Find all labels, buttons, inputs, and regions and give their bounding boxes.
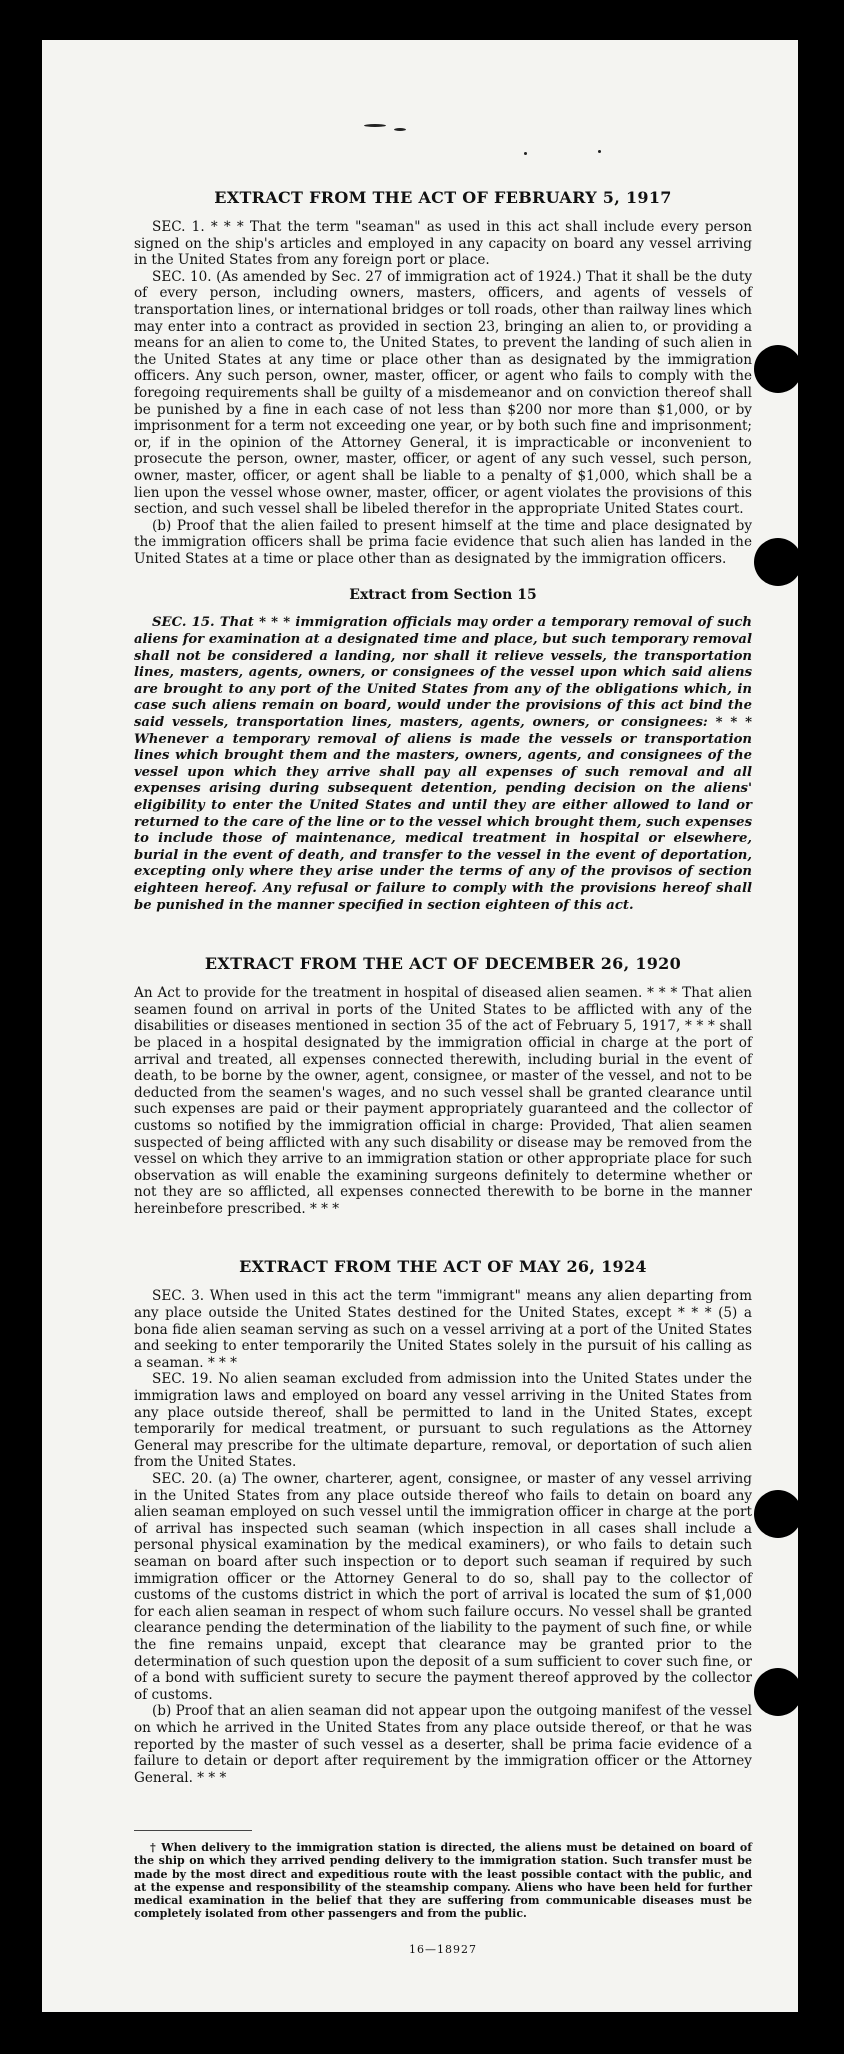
ink-speck xyxy=(598,150,601,153)
footnote: † When delivery to the immigration station is directed, the aliens must be detained on board of the ship on which they arrived pending delivery to the immigration station. Such transfer must be made by the most direct and expeditious route with the least possible contact with the public, and at the expense and responsibility of the steamship company. Aliens who have been held for further medical examination in the belief that they are suffering from communicable diseases must be completely isolated from other passengers and from the public. xyxy=(134,1841,752,1921)
paragraph: SEC. 19. No alien seaman excluded from admission into the United States under the immigration laws and employed on board any vessel arriving in the United States from any place outside thereof, shall be permitted to land in the United States, except temporarily for medical treatment, or pursuant to such regulations as the Attorney General may prescribe for the ultimate departure, removal, or deportation of such alien from the United States. xyxy=(134,1371,752,1471)
ink-speck xyxy=(364,124,386,127)
ink-speck xyxy=(394,128,406,131)
form-code: 16—18927 xyxy=(409,1942,477,1956)
heading-act-1917: EXTRACT FROM THE ACT OF FEBRUARY 5, 1917 xyxy=(214,188,672,207)
punch-hole xyxy=(754,345,798,393)
punch-hole xyxy=(754,538,798,586)
paragraph: SEC. 1. * * * That the term "seaman" as used in this act shall include every person signed on the ship's articles and employed in any capacity on board any vessel arriving in the United States from any foreign port or place. xyxy=(134,219,752,269)
heading-section-15: Extract from Section 15 xyxy=(349,587,537,604)
heading-act-1924: EXTRACT FROM THE ACT OF MAY 26, 1924 xyxy=(239,1257,647,1277)
paragraph: (b) Proof that the alien failed to present himself at the time and place designated by the immigration officers shall be prima facie evidence that such alien has landed in the United States at a time or place other than as designated by the immigration officers. xyxy=(134,517,752,567)
paragraph-italic: SEC. 15. That * * * immigration officials may order a temporary removal of such aliens for examination at a designated time and place, but such temporary removal shall not be considered a landing, nor shall it relieve vessels, the transportation lines, masters, agents, owners, or consignees of the vessel upon which said aliens are brought to any port of the United States from any of the obligations which, in case such aliens remain on board, would under the provisions of this act bind the said vessels, transportation lines, masters, agents, owners, or consignees: * * * Whenever a temporary removal of aliens is made the vessels or transportation lines which brought them and the masters, owners, agents, and consignees of the vessel upon which they arrive shall pay all expenses of such removal and all expenses arising during subsequent detention, pending decision on the aliens' eligibility to enter the United States and until they are either allowed to land or returned to the care of the line or to the vessel which brought them, such expenses to include those of maintenance, medical treatment in hospital or elsewhere, burial in the event of death, and transfer to the vessel in the event of deportation, excepting only where they arise under the terms of any of the provisos of section eighteen hereof. Any refusal or failure to comply with the provisions hereof shall be punished in the manner specified in section eighteen of this act. xyxy=(134,615,752,913)
punch-hole xyxy=(754,1668,798,1716)
paragraph: An Act to provide for the treatment in hospital of diseased alien seamen. * * * That alien seamen found on arrival in ports of the United States to be afflicted with any of the disabilities or diseases mentioned in section 35 of the act of February 5, 1917, * * * shall be placed in a hospital designated by the immigration official in charge at the port of arrival and treated, all expenses connected therewith, including burial in the event of death, to be borne by the owner, agent, consignee, or master of the vessel, and not to be deducted from the seamen's wages, and no such vessel shall be granted clearance until such expenses are paid or their payment appropriately guaranteed and the collector of customs so notified by the immigration official in charge: Provided, That alien seamen suspected of being afflicted with any such disability or disease may be removed from the vessel on which they arrive to an immigration station or other appropriate place for such observation as will enable the examining surgeons definitely to determine whether or not they are so afflicted, all expenses connected therewith to be borne in the manner hereinbefore prescribed. * * * xyxy=(134,985,752,1217)
paragraph: SEC. 3. When used in this act the term "immigrant" means any alien departing from any place outside the United States destined for the United States, except * * * (5) a bona fide alien seaman serving as such on a vessel arriving at a port of the United States and seeking to enter temporarily the United States solely in the pursuit of his calling as a seaman. * * * xyxy=(134,1288,752,1371)
footnote-divider xyxy=(134,1830,252,1831)
punch-hole xyxy=(754,1490,798,1538)
paragraph: (b) Proof that an alien seaman did not appear upon the outgoing manifest of the vessel on which he arrived in the United States from any place outside thereof, or that he was reported by the master of such vessel as a deserter, shall be prima facie evidence of a failure to detain or deport after requirement by the immigration officer or the Attorney General. * * * xyxy=(134,1703,752,1786)
document-page xyxy=(42,40,798,2012)
paragraph: SEC. 10. (As amended by Sec. 27 of immigration act of 1924.) That it shall be the duty of every person, including owners, masters, officers, and agents of vessels of transportation lines, or international bridges or toll roads, other than railway lines which may enter into a contract as provided in section 23, bringing an alien to, or providing a means for an alien to come to, the United States, to prevent the landing of such alien in the United States at any time or place other than as designated by the immigration officers. Any such person, owner, master, officer, or agent who fails to comply with the foregoing requirements shall be guilty of a misdemeanor and on conviction thereof shall be punished by a fine in each case of not less than $200 nor more than $1,000, or by imprisonment for a term not exceeding one year, or by both such fine and imprisonment; or, if in the opinion of the Attorney General, it is impracticable or inconvenient to prosecute the person, owner, master, officer, or agent of any such vessel, such person, owner, master, officer, or agent shall be liable to a penalty of $1,000, which shall be a lien upon the vessel whose owner, master, officer, or agent violates the provisions of this section, and such vessel shall be libeled therefor in the appropriate United States court. xyxy=(134,268,752,518)
heading-act-1920: EXTRACT FROM THE ACT OF DECEMBER 26, 1920 xyxy=(204,954,682,974)
paragraph: SEC. 20. (a) The owner, charterer, agent, consignee, or master of any vessel arriving in the United States from any place outside thereof who fails to detain on board any alien seaman employed on such vessel until the immigration officer in charge at the port of arrival has inspected such seaman (which inspection in all cases shall include a personal physical examination by the medical examiners), or who fails to detain such seaman on board after such inspection or to deport such seaman if required by such immigration officer or the Attorney General to do so, shall pay to the collector of customs of the customs district in which the port of arrival is located the sum of $1,000 for each alien seaman in respect of whom such failure occurs. No vessel shall be granted clearance pending the determination of the liability to the payment of such fine, or while the fine remains unpaid, except that clearance may be granted prior to the determination of such question upon the deposit of a sum sufficient to cover such fine, or of a bond with sufficient surety to secure the payment thereof approved by the collector of customs. xyxy=(134,1471,752,1703)
ink-speck xyxy=(524,152,527,155)
